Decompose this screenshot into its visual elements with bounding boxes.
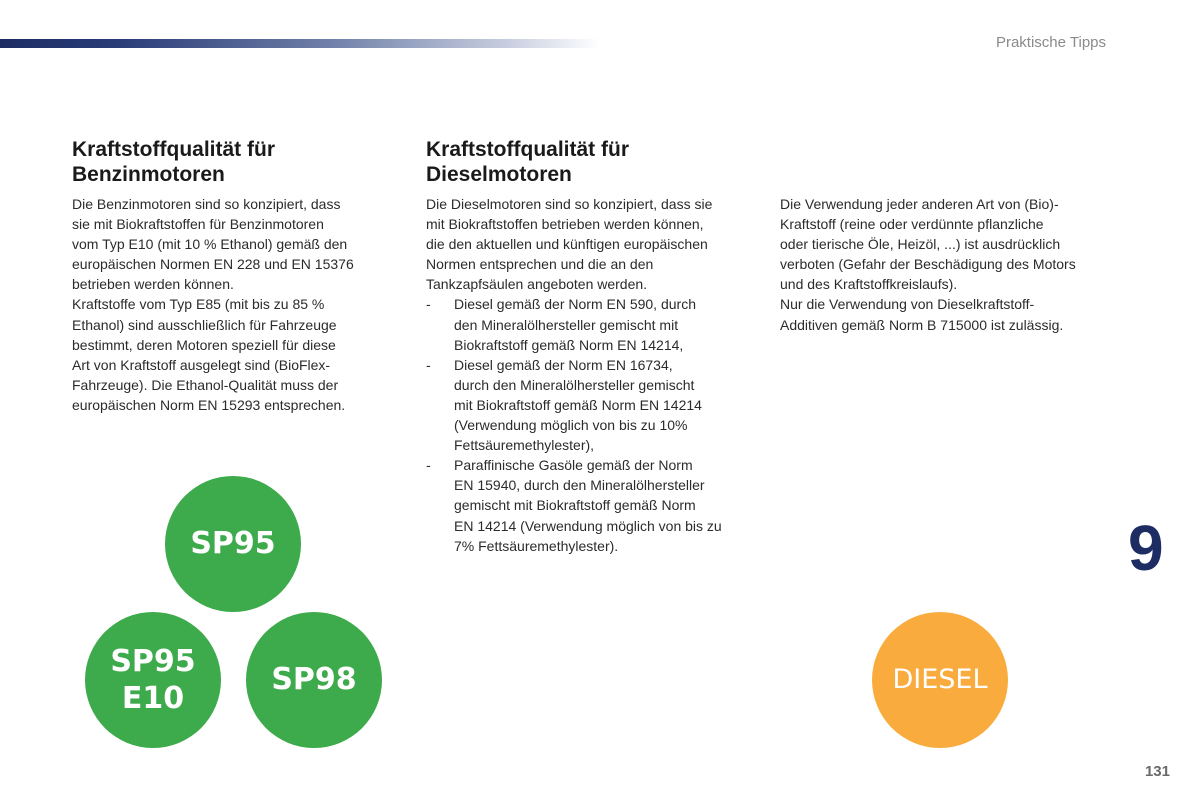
petrol-text <box>72 194 402 415</box>
petrol-text-line: Ethanol) sind ausschließlich für Fahrzeuge <box>72 316 337 333</box>
diesel-bullet-line: Diesel gemäß der Norm EN 16734, <box>454 356 673 373</box>
diesel-heading-line: Kraftstoffqualität für <box>426 138 629 161</box>
diesel-text <box>426 194 766 556</box>
diesel-bullet-item <box>426 455 766 555</box>
header-gradient-bar <box>0 39 600 48</box>
diesel-bullet-line: 7% Fettsäuremethylester). <box>454 537 619 554</box>
diesel-bullet-line: Paraffinische Gasöle gemäß der Norm <box>454 457 693 474</box>
diesel-intro <box>426 194 766 294</box>
sp95-e10-label-line: E10 <box>121 681 185 716</box>
fuel-warning-line: und des Kraftstoffkreislaufs). <box>780 276 958 293</box>
sp98-label-circle <box>246 612 382 748</box>
diesel-intro-line: Die Dieselmotoren sind so konzipiert, dass sie <box>426 196 713 212</box>
petrol-text-line: vom Typ E10 (mit 10 % Ethanol) gemäß den <box>72 236 348 253</box>
diesel-label: DIESEL <box>892 664 988 696</box>
diesel-bullet-line: Diesel gemäß der Norm EN 590, durch <box>454 296 696 313</box>
sp95-label: SP95 <box>190 526 276 562</box>
diesel-bullet-line: mit Biokraftstoff gemäß Norm EN 14214 <box>454 396 702 413</box>
section-label: Praktische Tipps <box>995 34 1106 51</box>
sp95-e10-label-circle <box>85 612 221 748</box>
bullet-dash: - <box>426 296 431 313</box>
fuel-warning-text <box>780 194 1120 335</box>
page-number: 131 <box>1144 763 1170 780</box>
diesel-heading <box>426 137 756 187</box>
petrol-text-line: europäischen Norm EN 15293 entsprechen. <box>72 396 346 413</box>
petrol-heading <box>72 137 402 187</box>
diesel-bullet-line: EN 15940, durch den Mineralölhersteller <box>454 477 705 494</box>
diesel-bullet-line: EN 14214 (Verwendung möglich von bis zu <box>454 517 722 534</box>
petrol-text-line: betrieben werden können. <box>72 276 234 293</box>
diesel-intro-line: die den aktuellen und künftigen europäischen <box>426 236 708 253</box>
petrol-text-line: europäischen Normen EN 228 und EN 15376 <box>72 256 354 273</box>
diesel-bullet-item <box>426 294 766 354</box>
petrol-text-line: bestimmt, deren Motoren speziell für diese <box>72 336 336 353</box>
diesel-heading-line: Dieselmotoren <box>426 163 572 186</box>
diesel-bullet-list <box>426 294 766 555</box>
fuel-warning-line: oder tierische Öle, Heizöl, ...) ist ausdrücklich <box>780 236 1061 253</box>
fuel-warning-line: verboten (Gefahr der Beschädigung des Motors <box>780 256 1076 273</box>
petrol-text-line: Fahrzeuge). Die Ethanol-Qualität muss der <box>72 376 339 393</box>
diesel-bullet-line: den Mineralölhersteller gemischt mit <box>454 316 679 333</box>
diesel-label-circle <box>872 612 1008 748</box>
sp95-label-circle <box>165 476 301 612</box>
bullet-dash: - <box>426 356 431 373</box>
diesel-bullet-item <box>426 355 766 455</box>
diesel-intro-line: mit Biokraftstoffen betrieben werden können, <box>426 216 704 233</box>
fuel-warning-line: Kraftstoff (reine oder verdünnte pflanzliche <box>780 216 1044 233</box>
diesel-bullet-line: (Verwendung möglich von bis zu 10% <box>454 417 688 434</box>
petrol-text-line: sie mit Biokraftstoffen für Benzinmotoren <box>72 216 324 233</box>
diesel-intro-line: Tankzapfsäulen angeboten werden. <box>426 276 648 293</box>
petrol-text-line: Die Benzinmotoren sind so konzipiert, dass <box>72 196 341 212</box>
petrol-heading-line: Benzinmotoren <box>72 163 225 186</box>
chapter-number: 9 <box>1128 512 1164 584</box>
diesel-bullet-line: gemischt mit Biokraftstoff gemäß Norm <box>454 497 696 514</box>
diesel-bullet-line: Biokraftstoff gemäß Norm EN 14214, <box>454 336 684 353</box>
fuel-warning-line: Nur die Verwendung von Dieselkraftstoff- <box>780 296 1035 313</box>
diesel-bullet-line: Fettsäuremethylester), <box>454 437 595 454</box>
fuel-warning-line: Die Verwendung jeder anderen Art von (Bio)- <box>780 196 1059 212</box>
diesel-intro-line: Normen entsprechen und die an den <box>426 256 654 273</box>
fuel-warning-line: Additiven gemäß Norm B 715000 ist zulässig. <box>780 316 1064 333</box>
petrol-text-line: Kraftstoffe vom Typ E85 (mit bis zu 85 % <box>72 296 325 313</box>
bullet-dash: - <box>426 457 431 474</box>
diesel-bullet-line: durch den Mineralölhersteller gemischt <box>454 376 695 393</box>
petrol-heading-line: Kraftstoffqualität für <box>72 138 275 161</box>
petrol-text-line: Art von Kraftstoff ausgelegt sind (BioFlex- <box>72 356 331 373</box>
sp98-label: SP98 <box>271 662 357 698</box>
sp95-e10-label-line: SP95 <box>110 643 196 679</box>
